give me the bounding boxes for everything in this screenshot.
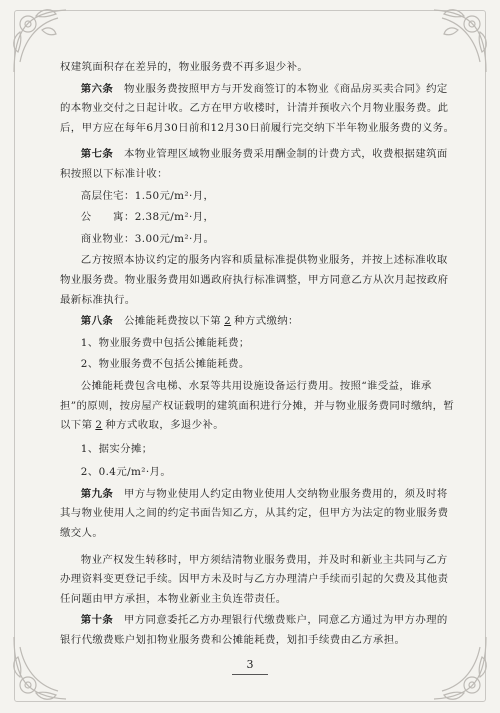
continuation-paragraph: 权建筑面积存在差异的，物业服务费不再多退少补。 bbox=[60, 61, 309, 73]
article-8-option-2: 2、物业服务费不包括公摊能耗费。 bbox=[80, 358, 250, 371]
article-6-text: 物业服务费按照甲方与开发商签订的本物业《商品房买卖合同》约定的本物业交付之日起计收。乙方在甲方收楼时，计清并预收六个月物业服务费。此后，甲方应在每年6月30日前和12月30日前履行完交纳下半年物业服务费的义务。 bbox=[60, 82, 455, 134]
article-7 bbox=[60, 145, 455, 184]
article-8-paragraph-2 bbox=[60, 377, 455, 436]
article-10-text: 甲方同意委托乙方办理银行代缴费账户，同意乙方通过为甲方办理的银行代缴费账户划扣物业服务费和公摊能耗费，划扣手续费由乙方承担。 bbox=[60, 614, 448, 647]
article-6 bbox=[60, 80, 455, 139]
article-8-option-1: 1、物业服务费中包括公摊能耗费； bbox=[80, 336, 250, 349]
article-8-title: 第八条 bbox=[80, 315, 114, 328]
article-8-text-a: 公摊能耗费按以下第 bbox=[123, 315, 222, 328]
article-9-text: 甲方与物业使用人约定由物业使用人交纳物业服务费用的，须及时将其与物业使用人之间的约定书面告知乙方，从其约定，但甲方为法定的物业服务费缴交人。 bbox=[60, 487, 449, 540]
article-8-text-b: 种方式缴纳： bbox=[234, 315, 299, 328]
page-number-underline bbox=[232, 674, 268, 675]
article-7-text: 本物业管理区域物业服务费采用酬金制的计费方式，收费根据建筑面积按照以下标准计收： bbox=[60, 148, 448, 180]
fee-highrise: 高层住宅：1.50元/m²·月， bbox=[80, 189, 215, 202]
article-9-paragraph-2: 物业产权发生转移时，甲方须结清物业服务费用，并及时和新业主共同与乙方办理资料变更登记手续。因甲方未及时与乙方办理清户手续而引起的欠费及其他责任问题由甲方承担，本物业新业主负连带责任。 bbox=[60, 553, 449, 605]
article-6-title: 第六条 bbox=[80, 82, 114, 95]
article-7-paragraph-2: 乙方按照本协议约定的服务内容和质量标准提供物业服务，并按上述标准收取物业服务费。物业服务费用如遇政府执行标准调整，甲方同意乙方从次月起按政府最新标准执行。 bbox=[60, 254, 449, 306]
article-9-title: 第九条 bbox=[80, 487, 114, 500]
fee-commercial: 商业物业：3.00元/m²·月。 bbox=[80, 232, 215, 245]
article-8-method-1: 1、据实分摊； bbox=[80, 442, 153, 455]
article-8-choice: 2 bbox=[224, 315, 232, 328]
article-8 bbox=[60, 312, 455, 332]
article-9 bbox=[60, 485, 455, 544]
article-7-title: 第七条 bbox=[80, 148, 114, 161]
article-8-paragraph-2-choice: 2 bbox=[95, 419, 103, 432]
article-8-paragraph-2-b: 种方式收取，多退少补。 bbox=[105, 419, 225, 432]
contract-body bbox=[60, 58, 455, 653]
fee-apartment: 公 寓：2.38元/m²·月， bbox=[80, 211, 215, 224]
article-8-method-2: 2、0.4元/m²·月。 bbox=[80, 466, 172, 479]
page-number: 3 bbox=[246, 658, 254, 671]
article-10-title: 第十条 bbox=[80, 614, 114, 627]
article-8-paragraph-2-a: 公摊能耗费包含电梯、水泵等共用设施设备运行费用。按照“谁受益，谁承担”的原则，按房屋产权证载明的建筑面积进行分摊，并与物业服务费同时缴纳，暂以下第 bbox=[60, 379, 455, 432]
article-10 bbox=[60, 611, 455, 650]
